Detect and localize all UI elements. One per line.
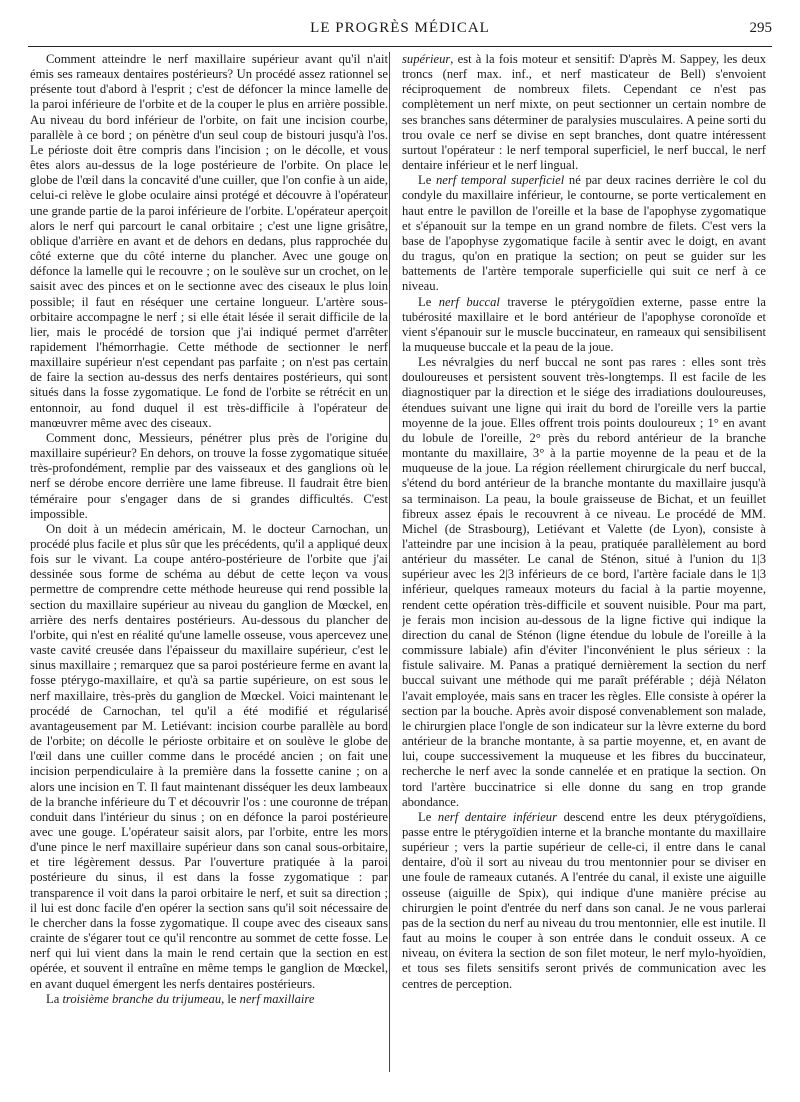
paragraph-orbital-approach: Comment atteindre le nerf maxillaire supérieur avant qu'il n'ait émis ses rameaux dentaires postérieurs? Un procédé assez rationnel se présente tout d'abord à l'esprit ; c'est de défoncer la mince lamelle de la paroi inférieure de l'orbite et de la couper le plus en arrière possible. Au niveau du bord inférieur de l'orbite, on fait une incision courbe, parallèle à ce bord ; on pénètre d'un seul coup de bistouri jusqu'à l'os. Le périoste doit être compris dans l'incision ; on le décolle, et vous êtes alors au-dessus de la loge postérieure de l'orbite. On place le globe de l'œil dans la concavité d'une cuiller, que l'on confie à un aide, celui-ci relève le globe oculaire ainsi protégé et découvre à l'opérateur une grande partie de la paroi inférieure de l'orbite. L'opérateur aperçoit alors le nerf qui parcourt le canal orbitaire ; c'est une ligne grisâtre, oblique d'arrière en avant et de dehors en dedans, plus rapprochée du côté externe que du côté interne du plancher. Avec une gouge on défonce la lamelle qui le recouvre ; on le soulève sur un crochet, on le saisit avec des pinces et on le sectionne avec des ciseaux le plus loin possible; il faut en réséquer une certaine longueur. L'artère sous-orbitaire accompagne le nerf ; si elle était lésée il serait difficile de la lier, mais le procédé de torsion que j'ai indiqué permet d'arrêter rapidement l'hémorrhagie. Cette méthode de sectionner le nerf maxillaire supérieur n'est cependant pas parfaite ; on n'est pas certain de faire la section au-dessus des nerfs dentaires postérieurs, qui sont situés dans la fosse zygomatique. Le fond de l'orbite se rétrécit en un entonnoir, au fond duquel il est très-difficile à l'opérateur de manœuvrer même avec des ciseaux. (30, 52, 388, 430)
text-run: né par deux racines derrière le col du condyle du maxillaire inférieur, le contourne, se porte verticalement en haut entre le pavillon de l'oreille et la base de l'apophyse zygomatique et s'épanouit sur la tempe en un grand nombre de filets. C'est vers la base de l'apophyse zygomatique facile à sentir avec le doigt, en avant du tragus, qu'on en pratique la section; on peut se guider sur les battements de l'artère temporale superficielle qui suit ce nerf à ce niveau. (402, 173, 766, 294)
italic-term: nerf dentaire inférieur (437, 809, 557, 824)
italic-term: nerf maxillaire (239, 991, 315, 1006)
paragraph-inferior-dental-nerve (402, 810, 766, 992)
right-column (402, 52, 766, 1072)
text-run: , le (221, 991, 240, 1006)
paragraph-zygomatic-fossa: Comment donc, Messieurs, pénétrer plus près de l'origine du maxillaire supérieur? En dehors, on trouve la fosse zygomatique située très-profondément, remplie par des vaisseaux et des ganglions où le nerf se dérobe encore derrière une lame fibreuse. Il faudrait être bien téméraire pour s'engager dans de si grandes difficultés. C'est impossible. (30, 430, 388, 521)
text-run: Le (418, 294, 439, 309)
text-run: traverse le ptérygoïdien externe, passe entre la tubérosité maxillaire et le bord antérieur de l'apophyse coronoïde et vient s'épanouir sur le muscle buccinateur, en rameaux qui sensibilisent la muqueuse buccale et la peau de la joue. (402, 294, 766, 354)
paragraph-buccal-nerve (402, 295, 766, 356)
text-run: Le (418, 809, 438, 824)
paragraph-buccal-neuralgia: Les névralgies du nerf buccal ne sont pas rares : elles sont très douloureuses et persistent souvent très-longtemps. Il est facile de les diagnostiquer par la direction et le siége des irradiations douloureuses, étendues suivant une ligne qui irait du bord de l'oreille vers la partie moyenne de la joue. Elles offrent trois points douloureux ; 1° en avant du lobule de l'oreille, 2° près du rebord antérieur de la branche montante du maxillaire, 3° à la partie moyenne de la peau et de la muqueuse de la joue. La région réellement chirurgicale du nerf buccal, s'étend du bord antérieur de la branche montante du maxillaire jusqu'à sa terminaison. La peau, la boule graisseuse de Bichat, et un feuillet fibreux assez épais le recouvrent à ce niveau. Le procédé de MM. Michel (de Strasbourg), Letiévant et Valette (de Lyon), consiste à l'atteindre par une incision à la peau, pratiquée parallèlement au bord antérieur du masséter. Le canal de Sténon, situé à l'union du 1|3 supérieur avec les 2|3 inférieurs de ce bord, l'artère faciale dans le 1|3 inférieur, quelques rameaux moteurs du facial à la partie moyenne, rendent cette opération très-difficile et souvent nuisible. Pour ma part, je ferais mon incision au-dessous de la ligne fictive qui indique la direction du canal de Sténon (ligne étendue du lobule de l'oreille à la commissure labiale) afin d'éviter l'inconvénient le plus sérieux : la fistule salivaire. M. Panas a pratiqué dernièrement la section du nerf buccal suivant une méthode qui me paraît préférable ; déjà Nélaton l'avait employée, mais sans en tracer les règles. Elle consiste à opérer la section par la bouche. Après avoir disposé convenablement son malade, le chirurgien place l'ongle de son indicateur sur la lèvre externe du bord antérieur de la branche montante, à sa partie moyenne, et, en avant de lui, coupe successivement la muqueuse et les fibres du buccinateur, recherche le nerf avec la sonde cannelée et en pratique la section. On tord l'artère buccinatrice si elle donne du sang en trop grande abondance. (402, 355, 766, 809)
italic-term: supérieur (402, 52, 451, 66)
left-column (30, 52, 388, 1072)
paragraph-carnochan-procedure: On doit à un médecin américain, M. le docteur Carnochan, un procédé plus facile et plus sûr que les précédents, qu'il a appliqué deux fois sur le vivant. La coupe antéro-postérieure de l'orbite que j'ai dessinée sous forme de schéma au début de cette leçon va vous permettre de comprendre cette méthode heureuse qui rend possible la section du maxillaire supérieur au niveau du ganglion de Mœckel, en arrière des nerfs dentaires postérieurs. Au-dessous du plancher de l'orbite, qui n'est en réalité qu'une lamelle osseuse, vous apercevez une vaste cavité creusée dans l'épaisseur du maxillaire supérieur, c'est le sinus maxillaire ; remarquez que sa paroi postérieure ferme en avant la fosse ptérygo-maxillaire, et qu'à sa partie supérieure, on est sous le nerf maxillaire, très-près du ganglion de Mœckel. Voici maintenant le procédé de Carnochan, tel qu'il a été modifié et régularisé avantageusement par M. Letiévant: incision courbe parallèle au bord de l'orbite; on décolle le périoste orbitaire et on soulève le globe de l'œil dans une cuiller comme dans le procédé ancien ; on fait une incision perpendiculaire à la première dans la fossette canine ; on a alors une incision en T. Il faut maintenant disséquer les deux lambeaux de la branche inférieure du T et découvrir l'os : une couronne de trépan conduit dans l'intérieur du sinus ; on en défonce la paroi postérieure avec une gouge. L'opérateur saisit alors, par l'orbite, entre les mors d'une pince le nerf maxillaire supérieur dans son canal sous-orbitaire, et tire légèrement dessus. Par l'ouverture pratiquée à la paroi postérieure du sinus, il est dans la fosse zygomatique : par transparence il voit dans la paroi orbitaire le nerf, et suit sa direction ; il lui est donc facile d'en opérer la section sans qu'il soit nécessaire de le chercher dans la fosse zygomatique. Il coupe avec des ciseaux sans crainte de s'égarer tout ce qu'il rencontre au sommet de cette fosse. Le nerf qui lui vient dans la main le rend certain que la section en est opérée, et souvent il entraîne en même temps le ganglion de Mœckel, en avant duquel émergent les nerfs dentaires postérieurs. (30, 521, 388, 991)
paragraph-temporal-nerve (402, 173, 766, 294)
text-run: descend entre les deux ptérygoïdiens, passe entre le ptérygoïdien interne et la branche montante du maxillaire supérieur ; vers la partie supérieur de celle-ci, il entre dans le canal dentaire, d'où il sort au niveau du trou mentonnier pour se diviser en une foule de rameaux cutanés. A l'entrée du canal, il existe une aiguille osseuse (aiguille de Spix), qui indique d'une manière précise au chirurgien le point d'entrée du nerf dans son canal. Je ne vous parlerai pas de la section du nerf au niveau du trou mentonnier, elle est inutile. Il faut au moins le couper à son entrée dans le conduit osseux. A ce niveau, on évitera la section de son filet moteur, le nerf mylo-hyoïdien, et tous ses filets sensitifs seront privés de communication avec les centres de perception. (402, 809, 766, 991)
text-run: Le (418, 173, 436, 188)
column-divider (389, 52, 390, 1072)
italic-term: nerf temporal superficiel (435, 173, 565, 188)
journal-title: LE PROGRÈS MÉDICAL (310, 20, 490, 36)
italic-term: nerf buccal (438, 294, 500, 309)
text-run: , est à la fois moteur et sensitif: D'après M. Sappey, les deux troncs (nerf max. inf., et nerf masticateur de Bell) s'envoient réciproquement de nombreux filets. Cependant ce n'est pas complètement un nerf mixte, on peut sectionner un certain nombre de ses branches sans déterminer de paralysies musculaires. A peine sorti du trou ovale ce nerf se divise en sept branches, dont quatre intéressent surtout l'opérateur : le nerf temporal superficiel, le nerf buccal, le nerf dentaire inférieur et le nerf lingual. (402, 52, 766, 173)
page-number: 295 (749, 20, 772, 36)
text-run: La (46, 991, 63, 1006)
paragraph-third-branch-start (30, 992, 388, 1007)
paragraph-third-branch-continued (402, 52, 766, 173)
running-header (28, 18, 772, 47)
italic-term: troisième branche du trijumeau (62, 991, 222, 1006)
